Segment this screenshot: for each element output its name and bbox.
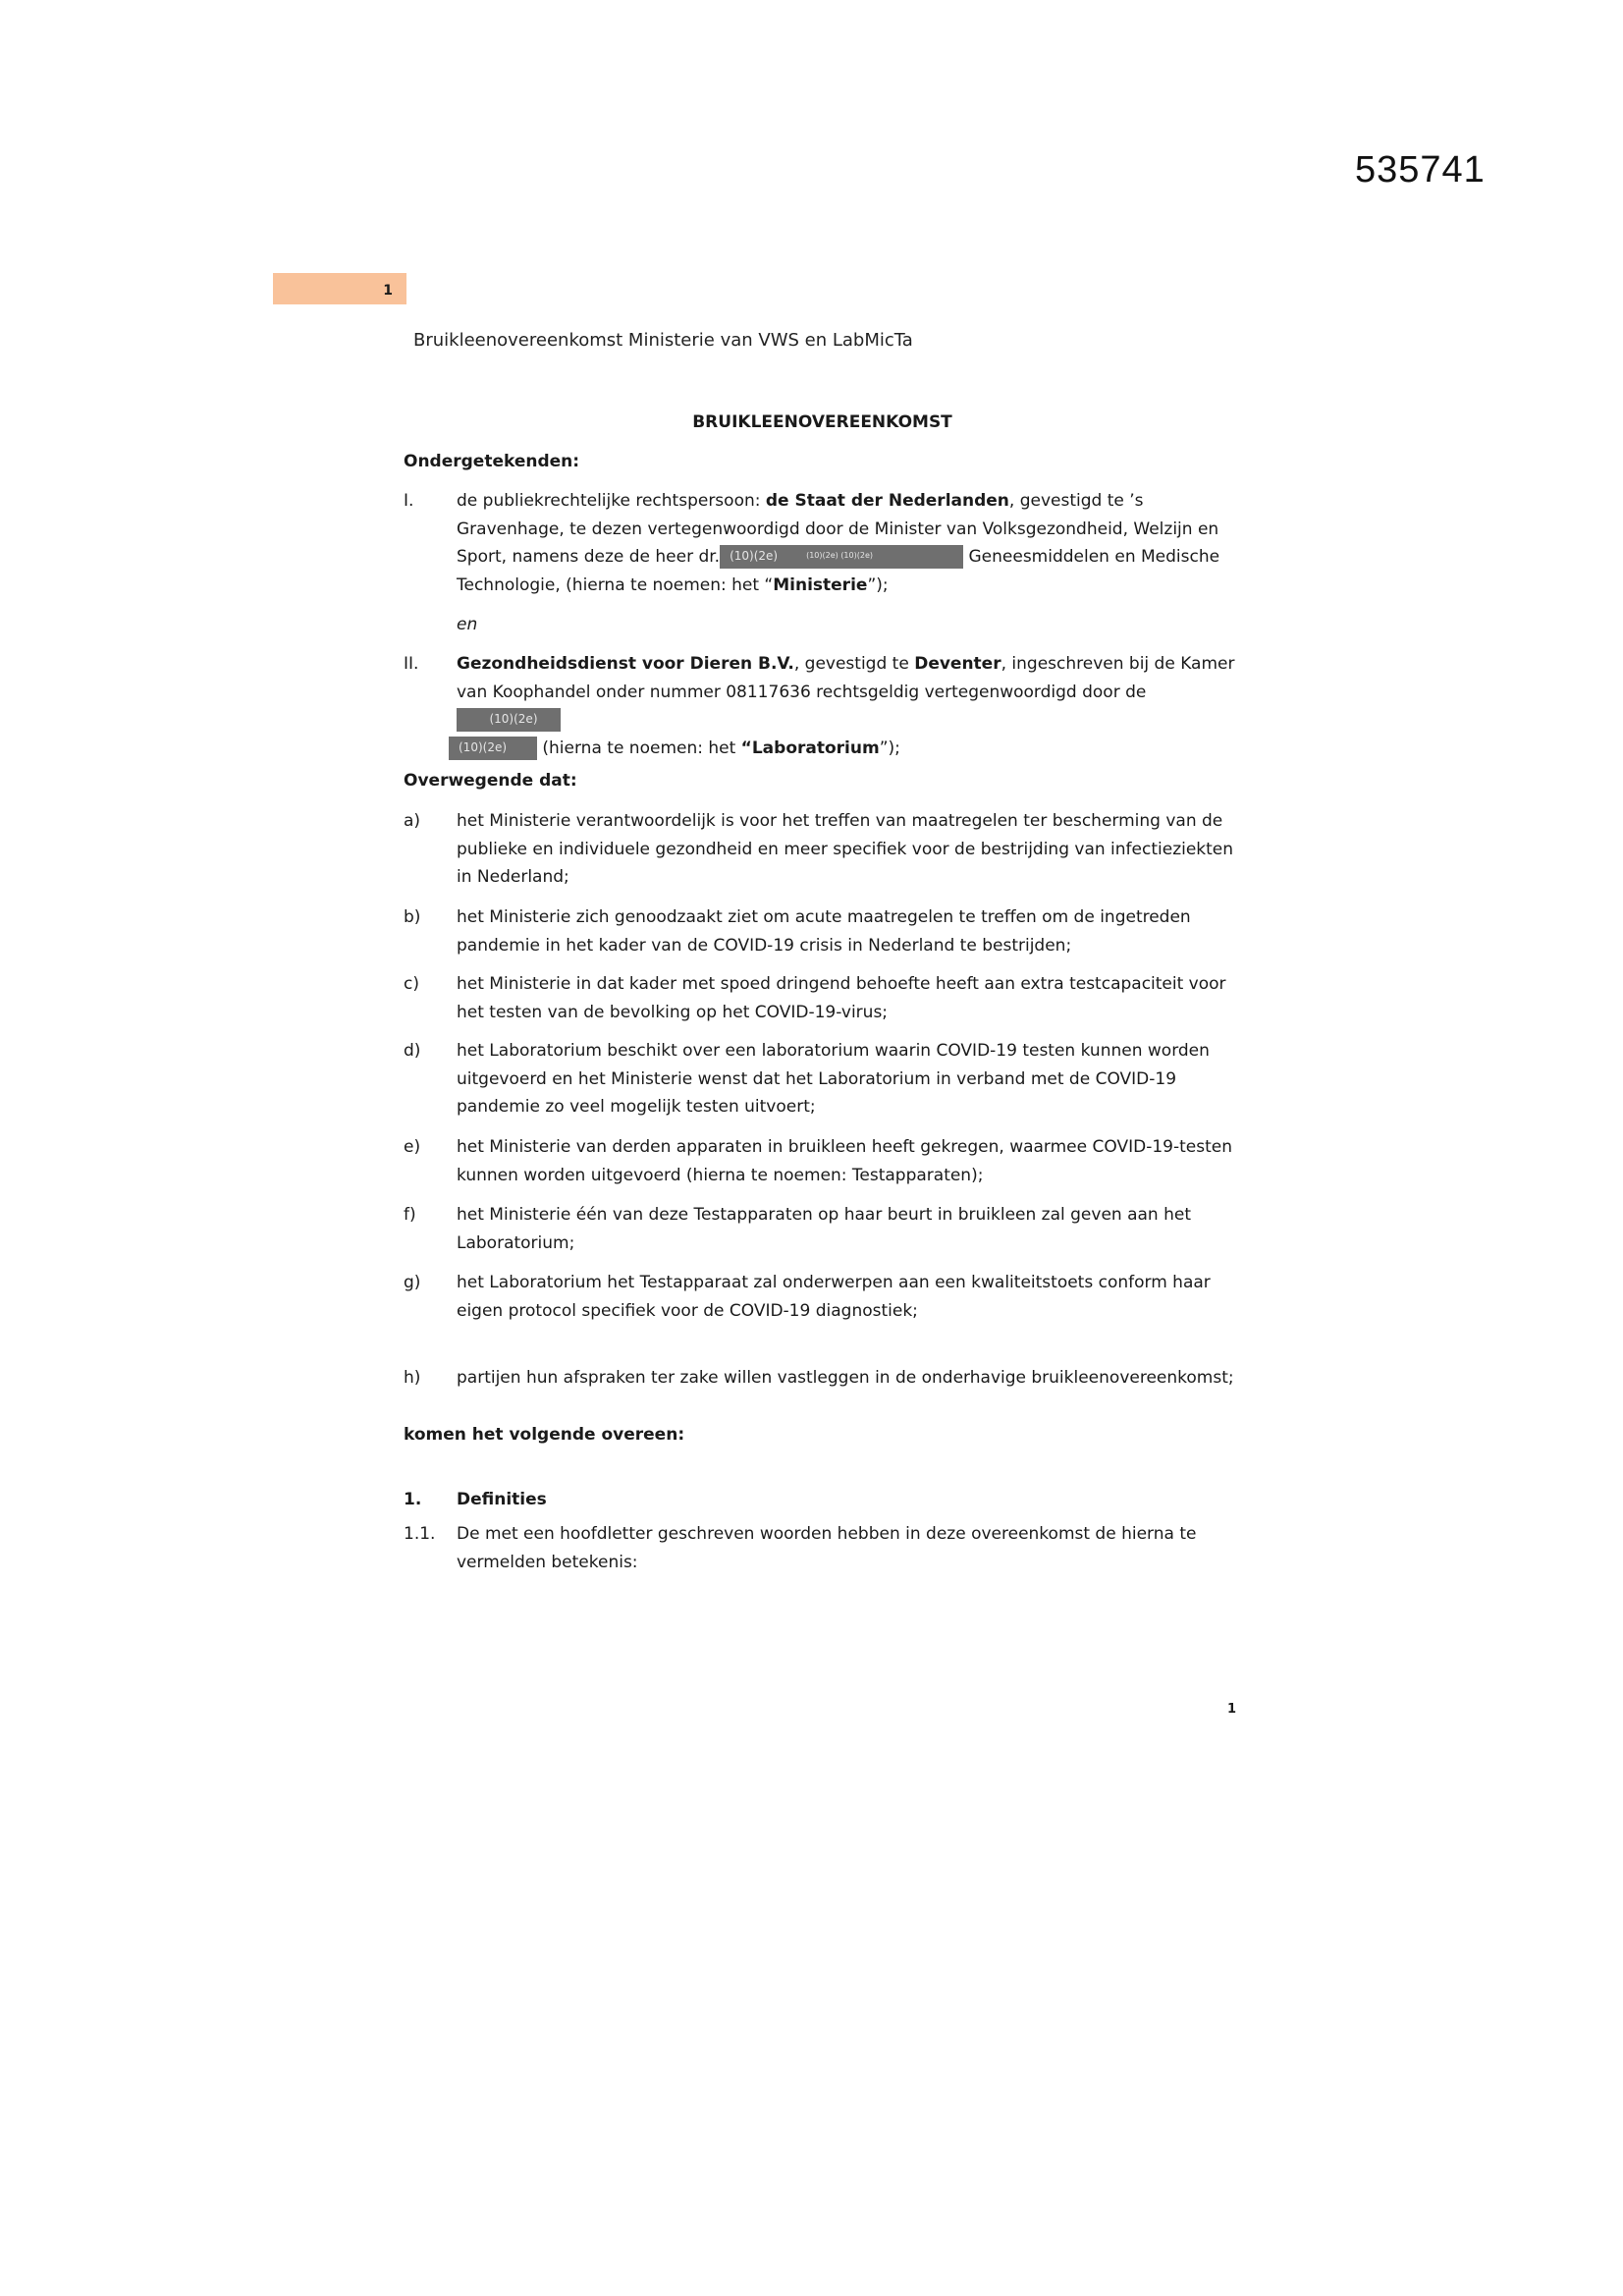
whereas-item: het Laboratorium beschikt over een laboratorium waarin COVID-19 testen kunnen worden uitgevoerd en het Ministerie wenst dat het Laboratorium in verband met de COVID-19 pandemie zo veel mogelijk testen uitvoert; [457,1041,1210,1117]
whereas-label: h) [404,1368,421,1388]
undersigned-heading: Ondergetekenden: [404,452,580,471]
page-tab [273,273,406,304]
party-2-laboratorium: “Laboratorium [740,738,880,758]
and-word: en [457,615,478,634]
party-1-text [457,487,1242,599]
redaction-box: (10)(2e) [720,545,800,569]
document-title: BRUIKLEENOVEREENKOMST [692,412,952,432]
whereas-item: het Ministerie van derden apparaten in bruikleen heeft gekregen, waarmee COVID-19-testen kunnen worden uitgevoerd (hierna te noemen: Testapparaten); [457,1137,1232,1185]
page-number: 1 [1227,1702,1237,1717]
party-2-text [457,650,1242,762]
section-number: 1. [404,1490,422,1509]
party-1-ministerie: Ministerie [773,574,868,595]
whereas-item: het Laboratorium het Testapparaat zal onderwerpen aan een kwaliteitstoets conform haar eigen protocol specifiek voor de COVID-19 diagnostiek; [457,1273,1211,1321]
header-title: Bruikleenovereenkomst Ministerie van VWS en LabMicTa [413,330,913,351]
page-tab-label: 1 [383,283,393,299]
whereas-item: partijen hun afspraken ter zake willen vastleggen in de onderhavige bruikleenovereenkomst; [457,1368,1234,1388]
whereas-label: b) [404,907,421,927]
party-1-state: de Staat der Nederlanden [765,491,1009,511]
whereas-item: het Ministerie in dat kader met spoed dringend behoefte heeft aan extra testcapaciteit voor het testen van de bevolking op het COVID-19-virus; [457,974,1226,1022]
whereas-label: g) [404,1273,421,1292]
whereas-label: c) [404,974,419,994]
agreement-heading: komen het volgende overeen: [404,1425,685,1445]
whereas-item: het Ministerie zich genoodzaakt ziet om acute maatregelen te treffen om de ingetreden pandemie in het kader van de COVID-19 crisis in Nederland te bestrijden; [457,907,1191,956]
and-connector [457,611,1242,639]
party-1-t1: de publiekrechtelijke rechtspersoon: [457,491,766,511]
party-2-name: Gezondheidsdienst voor Dieren B.V. [457,654,794,674]
party-2-city: Deventer [914,654,1001,674]
whereas-label: f) [404,1205,416,1225]
redaction-box: (10)(2e) (10)(2e) [800,545,963,569]
whereas-item: het Ministerie één van deze Testapparaten op haar beurt in bruikleen zal geven aan het Laboratorium; [457,1205,1191,1253]
party-2-t1: , gevestigd te [793,654,915,674]
party-1-t4: ”); [867,574,889,595]
party-1-label: I. [404,491,414,511]
redaction-box: (10)(2e) [457,708,561,732]
party-2-t2: , ingeschreven bij de Kamer van Koophandel onder nummer 08117636 rechtsgeldig vertegenwoordigd door de [457,654,1235,702]
clause-number: 1.1. [404,1524,436,1544]
whereas-heading: Overwegende dat: [404,771,577,791]
whereas-label: a) [404,811,421,831]
party-2-t3: (hierna te noemen: het [537,738,741,758]
redaction-box: (10)(2e) [449,737,537,760]
party-1-t2: , gevestigd te ’s Gravenhage, te dezen vertegenwoordigd door de Minister van Volksgezondheid, Welzijn en Sport, namens deze de heer dr. [457,491,1219,567]
whereas-item: het Ministerie verantwoordelijk is voor het treffen van maatregelen ter bescherming van de publieke en individuele gezondheid en meer specifiek voor de bestrijding van infectieziekten in Nederland; [457,811,1234,887]
document-number: 535741 [1355,149,1486,191]
clause-text: De met een hoofdletter geschreven woorden hebben in deze overeenkomst de hierna te vermelden betekenis: [457,1524,1197,1572]
party-1-t3: Geneesmiddelen en Medische Technologie, (hierna te noemen: het “ [457,547,1220,595]
party-2-t4: ”); [879,738,900,758]
party-2-label: II. [404,654,419,674]
section-title: Definities [457,1490,547,1509]
whereas-label: e) [404,1137,421,1157]
whereas-label: d) [404,1041,421,1061]
